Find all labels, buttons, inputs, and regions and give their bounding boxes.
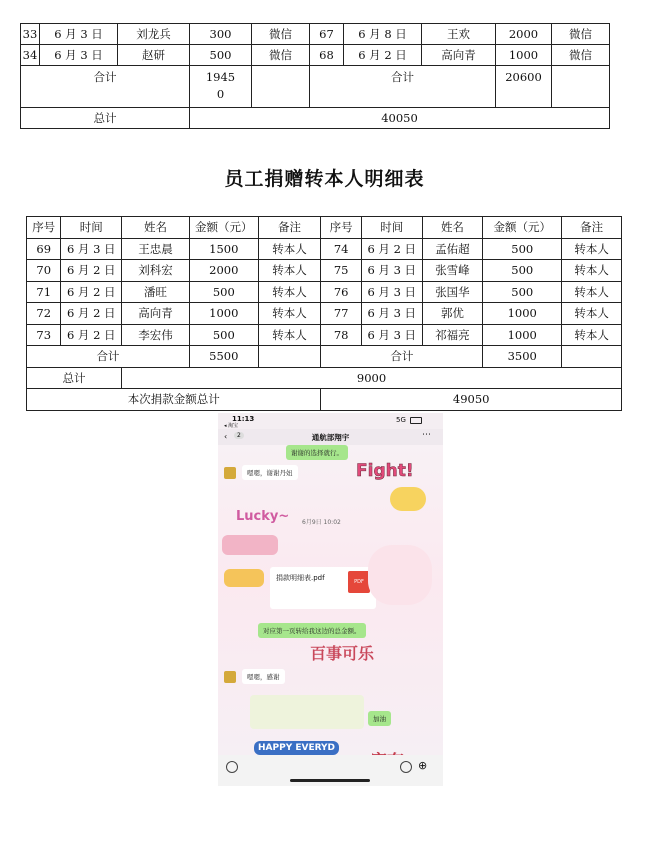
more-dots-icon[interactable]: ⋯ [422,430,431,440]
cell: 6 月 2 日 [61,303,122,325]
column-header: 序号 [321,217,361,239]
column-header: 备注 [258,217,321,239]
home-indicator [290,779,370,782]
subtotal-label-left: 合计 [21,66,190,108]
cell: 76 [321,281,361,303]
chat-area[interactable] [218,445,443,755]
cell: 6 月 2 日 [61,324,122,346]
column-header: 金额（元） [483,217,562,239]
cell: 69 [27,238,61,260]
cell: 1000 [496,45,552,66]
cell: 2000 [189,260,258,282]
plus-icon[interactable]: ⊕ [418,759,428,772]
cell: 1000 [483,303,562,325]
cell: 75 [321,260,361,282]
grand-total-row [27,389,622,411]
sticker-jiayou [222,535,278,555]
message-bubble: 嗯嗯，谢谢丹妞 [242,465,298,480]
cell: 转本人 [258,303,321,325]
grand-total-label: 本次捐款金额总计 [27,389,321,411]
cell: 1500 [189,238,258,260]
total-value: 9000 [122,367,622,389]
cell: 6 月 2 日 [61,281,122,303]
cell: 500 [483,281,562,303]
sticker-plain [250,695,364,729]
table-row [27,324,622,346]
sticker-cartoon [368,545,432,605]
total-label: 总计 [27,367,122,389]
timestamp: 6月9日 10:02 [302,519,341,526]
subtotal-label-right: 合计 [310,66,496,108]
table-row [27,303,622,325]
cell: 1000 [483,324,562,346]
column-header: 时间 [361,217,422,239]
cell: 高向青 [122,303,190,325]
cell: 转本人 [562,238,622,260]
sticker-fight: Fight! [356,461,414,481]
empty-cell [552,66,610,108]
status-time: 11:13 [232,415,255,423]
cell: 78 [321,324,361,346]
cell: 张国华 [422,281,483,303]
cell: 72 [27,303,61,325]
sticker-lucky: Lucky~ [236,509,290,524]
cell: 73 [27,324,61,346]
cell: 微信 [552,45,610,66]
cell: 34 [21,45,40,66]
sticker-baishikele: 百事可乐 [310,644,375,663]
cell: 刘龙兵 [118,24,190,45]
empty-cell [258,346,321,368]
section-title: 员工捐赠转本人明细表 [224,168,425,190]
message-bubble: 加油 [368,711,391,726]
status-bar [218,413,443,427]
subtotal-value-right: 20600 [496,66,552,108]
total-row [27,367,622,389]
cell: 赵研 [118,45,190,66]
avatar [224,467,236,479]
cell: 70 [27,260,61,282]
cell: 6 月 3 日 [361,303,422,325]
cell: 33 [21,24,40,45]
cell: 68 [310,45,344,66]
cell: 高向青 [422,45,496,66]
cell: 6 月 2 日 [361,238,422,260]
subtotal-value-left: 1945 0 [190,66,252,108]
avatar [224,671,236,683]
back-chevron-icon[interactable]: ‹ [224,432,228,441]
cell: 2000 [496,24,552,45]
cell: 6 月 3 日 [40,24,118,45]
cell: 74 [321,238,361,260]
cell: 转本人 [562,324,622,346]
cell: 500 [483,260,562,282]
cell: 王欢 [422,24,496,45]
cell: 6 月 2 日 [344,45,422,66]
chat-navbar [218,429,443,445]
cell: 6 月 3 日 [40,45,118,66]
cell: 转本人 [258,324,321,346]
total-value: 40050 [190,108,610,129]
chat-input-bar [218,755,443,786]
cell: 张雪峰 [422,260,483,282]
cell: 微信 [252,24,310,45]
pdf-icon: PDF [348,571,370,593]
table-row [27,238,622,260]
cell: 6 月 8 日 [344,24,422,45]
back-to-app-label[interactable]: ◂ 淘宝 [224,423,239,429]
cell: 转本人 [562,260,622,282]
subtotal-label-right: 合计 [321,346,483,368]
sticker-shenghuo [224,569,264,587]
cell: 王忠晨 [122,238,190,260]
top-donation-table [20,23,610,129]
cell: 6 月 3 日 [361,260,422,282]
cell: 转本人 [258,238,321,260]
cell: 转本人 [258,260,321,282]
cell: 郭优 [422,303,483,325]
cell: 转本人 [562,281,622,303]
cell: 潘旺 [122,281,190,303]
chat-screenshot [218,413,443,786]
file-card[interactable] [270,567,376,609]
battery-icon [410,417,422,424]
column-header: 序号 [27,217,61,239]
chat-title: 通航部翔宇 [311,433,350,442]
sticker-happy: HAPPY EVERYD [254,741,339,755]
cell: 微信 [552,24,610,45]
table-row [21,45,610,66]
empty-cell [562,346,622,368]
cell: 67 [310,24,344,45]
file-name: 捐款明细表.pdf [276,574,325,582]
column-header: 金额（元） [189,217,258,239]
header-row [27,217,622,239]
cell: 500 [189,281,258,303]
cell: 1000 [189,303,258,325]
empty-cell [252,66,310,108]
message-bubble: 谢谢的选择就行。 [286,445,348,460]
cell: 刘科宏 [122,260,190,282]
cell: 6 月 3 日 [361,281,422,303]
cell: 71 [27,281,61,303]
column-header: 姓名 [122,217,190,239]
total-label: 总计 [21,108,190,129]
subtotal-value-right: 3500 [483,346,562,368]
staff-donation-table [26,216,622,411]
cell: 500 [189,324,258,346]
cell: 300 [190,24,252,45]
cell: 500 [483,238,562,260]
total-row [21,108,610,129]
cell: 转本人 [258,281,321,303]
grand-total-value: 49050 [321,389,622,411]
cell: 微信 [252,45,310,66]
cell: 李宏伟 [122,324,190,346]
message-bubble: 嗯嗯，感谢 [242,669,285,684]
table-row [21,24,610,45]
subtotal-value-left: 5500 [189,346,258,368]
sticker-emoji [390,487,426,511]
cell: 转本人 [562,303,622,325]
cell: 孟佑超 [422,238,483,260]
cell: 77 [321,303,361,325]
subtotal-row [21,66,610,108]
subtotal-label-left: 合计 [27,346,190,368]
cell: 祁福亮 [422,324,483,346]
message-bubble: 对应第一页转给我这边的总金额。 [258,623,366,638]
cell: 6 月 3 日 [61,238,122,260]
cell: 6 月 2 日 [61,260,122,282]
subtotal-row [27,346,622,368]
unread-count: 2 [234,432,244,439]
table-row [27,260,622,282]
column-header: 备注 [562,217,622,239]
voice-icon[interactable] [226,761,238,773]
cell: 6 月 3 日 [361,324,422,346]
table-row [27,281,622,303]
emoji-icon[interactable] [400,761,412,773]
column-header: 姓名 [422,217,483,239]
cell: 500 [190,45,252,66]
column-header: 时间 [61,217,122,239]
signal-label: 5G [396,416,406,424]
